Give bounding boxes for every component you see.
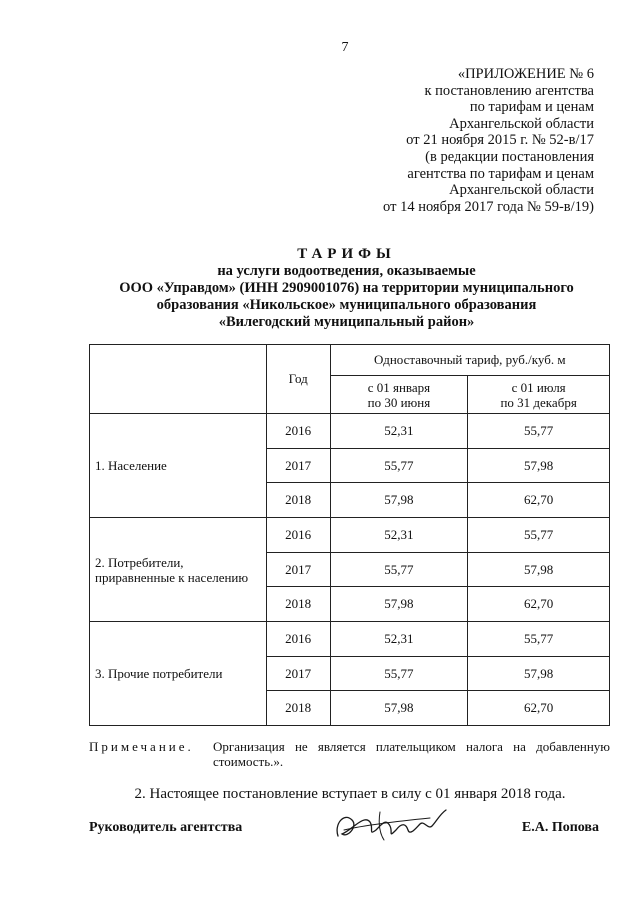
tariff-h2-cell: 55,77 <box>468 622 610 657</box>
title-main: ТАРИФЫ <box>297 246 396 262</box>
tariff-h1-cell: 57,98 <box>330 691 468 726</box>
appendix-line: «ПРИЛОЖЕНИЕ № 6 <box>457 66 594 82</box>
tariff-h1-cell: 55,77 <box>330 657 468 691</box>
year-cell: 2018 <box>266 483 330 518</box>
title-line: образования «Никольское» муниципального образования <box>156 297 537 313</box>
appendix-line: Архангельской области <box>449 115 594 132</box>
tariff-h2-cell: 62,70 <box>468 587 610 622</box>
tariff-h1-cell: 52,31 <box>330 622 468 657</box>
year-cell: 2017 <box>266 657 330 691</box>
signatory-position: Руководитель агентства <box>89 820 243 835</box>
page-number: 7 <box>341 40 349 55</box>
year-cell: 2016 <box>266 622 330 657</box>
signatory-name: Е.А. Попова <box>521 820 599 835</box>
table-header-row <box>90 345 610 376</box>
table-row <box>90 622 610 657</box>
header-period-2: с 01 июля по 31 декабря <box>468 376 610 414</box>
tariff-h1-cell: 57,98 <box>330 483 468 518</box>
table-row <box>90 414 610 449</box>
category-cell: 2. Потребители, приравненные к населению <box>90 518 267 622</box>
appendix-header <box>300 66 594 215</box>
header-year: Год <box>266 345 330 414</box>
title-line: «Вилегодский муниципальный район» <box>218 314 475 330</box>
title-line: ООО «Управдом» (ИНН 2909001076) на территории муниципального <box>119 280 574 296</box>
year-cell: 2017 <box>266 553 330 587</box>
year-cell: 2018 <box>266 587 330 622</box>
tariff-h2-cell: 55,77 <box>468 414 610 449</box>
tariff-table <box>89 344 610 726</box>
tariff-h2-cell: 57,98 <box>468 657 610 691</box>
document-title <box>80 246 613 331</box>
handwritten-signature <box>330 800 450 850</box>
category-cell: 3. Прочие потребители <box>90 622 267 726</box>
tariff-h2-cell: 62,70 <box>468 483 610 518</box>
appendix-line: от 21 ноября 2015 г. № 52-в/17 <box>406 132 594 149</box>
year-cell: 2017 <box>266 449 330 483</box>
header-period-1: с 01 января по 30 июня <box>330 376 468 414</box>
appendix-line: к постановлению агентства <box>424 82 594 99</box>
note-text: Организация не является плательщиком налога на добавленную стоимость.». <box>213 739 610 769</box>
title-line: на услуги водоотведения, оказываемые <box>217 263 476 279</box>
appendix-line: по тарифам и ценам <box>469 99 594 116</box>
tariff-h1-cell: 55,77 <box>330 449 468 483</box>
effective-date-paragraph: 2. Настоящее постановление вступает в силу с 01 января 2018 года. <box>134 786 566 802</box>
table-row <box>90 518 610 553</box>
tariff-h2-cell: 57,98 <box>468 449 610 483</box>
year-cell: 2018 <box>266 691 330 726</box>
appendix-line: (в редакции постановления <box>425 148 594 165</box>
appendix-line: агентства по тарифам и ценам <box>407 165 594 182</box>
tariff-h1-cell: 52,31 <box>330 518 468 553</box>
tariff-h2-cell: 57,98 <box>468 553 610 587</box>
note-label: Примечание. <box>89 739 194 754</box>
tariff-h2-cell: 55,77 <box>468 518 610 553</box>
appendix-line: Архангельской области <box>449 182 594 199</box>
year-cell: 2016 <box>266 414 330 449</box>
appendix-line: от 14 ноября 2017 года № 59-в/19) <box>383 198 594 215</box>
tariff-h1-cell: 57,98 <box>330 587 468 622</box>
tariff-h1-cell: 55,77 <box>330 553 468 587</box>
year-cell: 2016 <box>266 518 330 553</box>
tariff-h2-cell: 62,70 <box>468 691 610 726</box>
category-cell: 1. Население <box>90 414 267 518</box>
header-empty-cell <box>90 345 267 414</box>
header-tariff: Одноставочный тариф, руб./куб. м <box>330 345 609 376</box>
tariff-h1-cell: 52,31 <box>330 414 468 449</box>
